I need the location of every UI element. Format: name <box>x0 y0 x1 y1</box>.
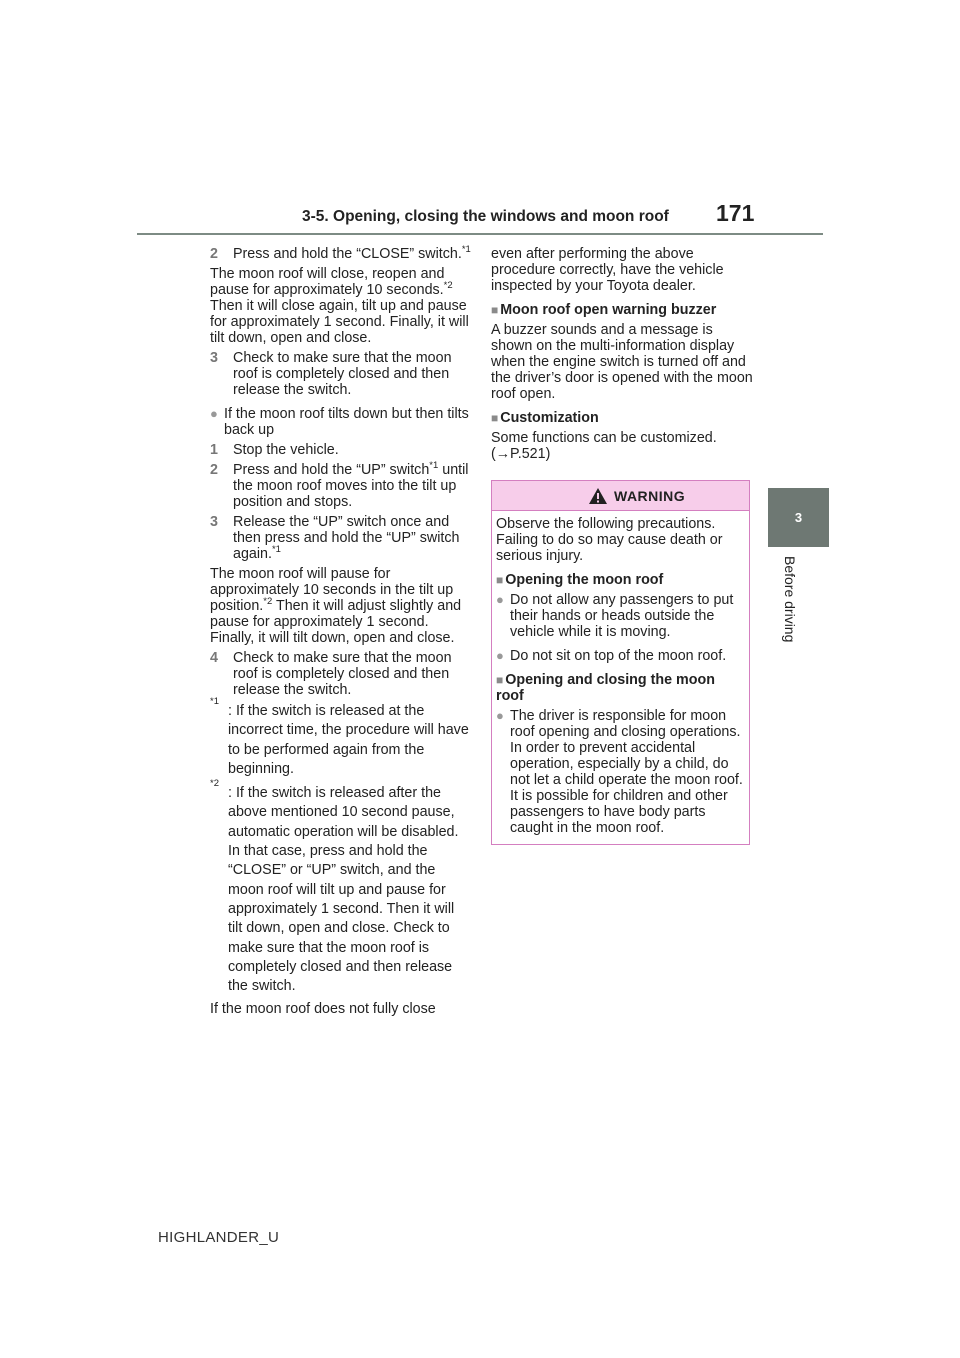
paragraph-text: The moon roof will pause for approximately 10 seconds in the tilt up position. <box>210 566 454 614</box>
step-3b <box>210 514 472 562</box>
step-number: 1 <box>210 442 218 458</box>
bullet-heading <box>210 406 472 438</box>
warning-label: WARNING <box>614 488 686 504</box>
warning-bullet <box>496 648 745 664</box>
paragraph: even after performing the above procedure correctly, have the vehicle inspected by your Toyota dealer. <box>491 246 724 294</box>
step-number: 2 <box>210 462 218 478</box>
warning-subheading <box>496 672 745 704</box>
warning-bullet-continued: In order to prevent accidental operation, especially by a child, do not let a child operate the moon roof. It is possible for children and other passengers to have body parts caught in the moon roof. <box>510 740 743 836</box>
square-bullet-icon: ■ <box>496 673 504 687</box>
subheading <box>491 410 753 426</box>
footnote-2: *2 : If the switch is released after the above mentioned 10 second pause, automatic operation will be disabled. In that case, press and hold the “CLOSE” or “UP” switch, and the moon roof will tilt up and pause for approximately 1 second. Then it will tilt down, open and close. Check to make sure that the moon roof is completely closed and then release the switch. <box>210 778 459 995</box>
paragraph: Some functions can be customized. (→P.521) <box>491 430 717 462</box>
section-title: 3-5. Opening, closing the windows and moon roof <box>302 208 669 225</box>
step-number: 3 <box>210 514 218 530</box>
warning-intro: Failing to do so may cause death or serious injury. <box>496 532 723 564</box>
footnote-ref: *2 <box>443 280 453 291</box>
step-3 <box>210 350 472 398</box>
warning-bullet <box>496 708 745 740</box>
step-number: 4 <box>210 650 218 666</box>
right-column <box>491 246 753 845</box>
paragraph <box>210 266 472 346</box>
subheading-text: Opening the moon roof <box>505 572 664 588</box>
step-text: Press and hold the “UP” switch <box>233 462 430 478</box>
footer-model: HIGHLANDER_U <box>158 1229 280 1246</box>
footnote-text: : If the switch is released at the incorrect time, the procedure will have to be performed again from the beginning. <box>228 703 469 777</box>
bullet-text: The driver is responsible for moon roof opening and closing operations. <box>510 708 741 740</box>
step-text: Press and hold the “CLOSE” switch. <box>233 246 462 262</box>
step-text: Check to make sure that the moon roof is completely closed and then release the switch. <box>233 650 452 698</box>
paragraph-text: Then it will close again, tilt up and pause for approximately 1 second. Finally, it will tilt down, open and close. <box>210 298 469 346</box>
subheading-text: Customization <box>500 410 599 426</box>
paragraph-text: Then it will adjust slightly and pause for approximately 1 second. Finally, it will tilt down, open and close. <box>210 598 462 646</box>
bullet-dot-icon: ● <box>496 648 504 663</box>
step-2b <box>210 462 472 510</box>
subheading <box>491 302 753 318</box>
warning-subheading <box>496 572 745 588</box>
step-4 <box>210 650 472 698</box>
paragraph <box>210 566 472 646</box>
step-number: 2 <box>210 246 218 262</box>
warning-triangle-icon <box>588 487 608 505</box>
warning-intro: Observe the following precautions. <box>496 516 716 532</box>
warning-box <box>491 480 750 845</box>
warning-bullet <box>496 592 745 640</box>
step-text: Stop the vehicle. <box>233 442 339 458</box>
step-1 <box>210 442 472 458</box>
subheading-text: Moon roof open warning buzzer <box>500 302 717 318</box>
header-divider <box>137 233 823 235</box>
square-bullet-icon: ■ <box>491 303 499 317</box>
left-column <box>210 246 472 1017</box>
footnote-ref: *2 <box>263 596 273 607</box>
step-text: Release the “UP” switch once and then press and hold the “UP” switch again. <box>233 514 460 562</box>
square-bullet-icon: ■ <box>491 411 499 425</box>
page-number: 171 <box>716 200 755 226</box>
step-text: Check to make sure that the moon roof is completely closed and then release the switch. <box>233 350 452 398</box>
paragraph: A buzzer sounds and a message is shown on the multi-information display when the engine switch is turned off and the driver’s door is opened with the moon roof open. <box>491 322 753 402</box>
bullet-dot-icon: ● <box>496 708 504 723</box>
warning-body <box>492 511 749 844</box>
footnote-text: : If the switch is released after the above mentioned 10 second pause, automatic operation will be disabled. In that case, press and hold the “CLOSE” or “UP” switch, and the moon roof will tilt up and pause for approximately 1 second. Then it will tilt down, open and close. Check to make sure that the moon roof is completely closed and then release the switch. <box>228 785 459 995</box>
paragraph-text: The moon roof will close, reopen and pause for approximately 10 seconds. <box>210 266 445 298</box>
chapter-name: Before driving <box>782 556 798 643</box>
footnote-ref: *1 <box>271 544 281 555</box>
bullet-dot-icon: ● <box>496 592 504 607</box>
footnote-1: *1 : If the switch is released at the incorrect time, the procedure will have to be performed again from the beginning. <box>210 696 469 777</box>
step-2 <box>210 246 472 262</box>
step-text: until the moon roof moves into the tilt up position and stops. <box>233 462 469 510</box>
chapter-number: 3 <box>794 510 803 525</box>
paragraph: If the moon roof does not fully close <box>210 1001 436 1018</box>
step-number: 3 <box>210 350 218 366</box>
warning-header <box>492 481 749 511</box>
bullet-text: If the moon roof tilts down but then tilts back up <box>224 406 469 438</box>
subheading-text: Opening and closing the moon roof <box>496 672 715 704</box>
square-bullet-icon: ■ <box>496 573 504 587</box>
chapter-tab[interactable] <box>768 488 829 547</box>
bullet-text: Do not sit on top of the moon roof. <box>510 648 727 664</box>
bullet-dot-icon: ● <box>210 406 218 421</box>
footnote-ref: *1 <box>429 460 439 471</box>
bullet-text: Do not allow any passengers to put their hands or heads outside the vehicle while it is moving. <box>510 592 734 640</box>
footnote-ref: *1 <box>461 244 471 255</box>
